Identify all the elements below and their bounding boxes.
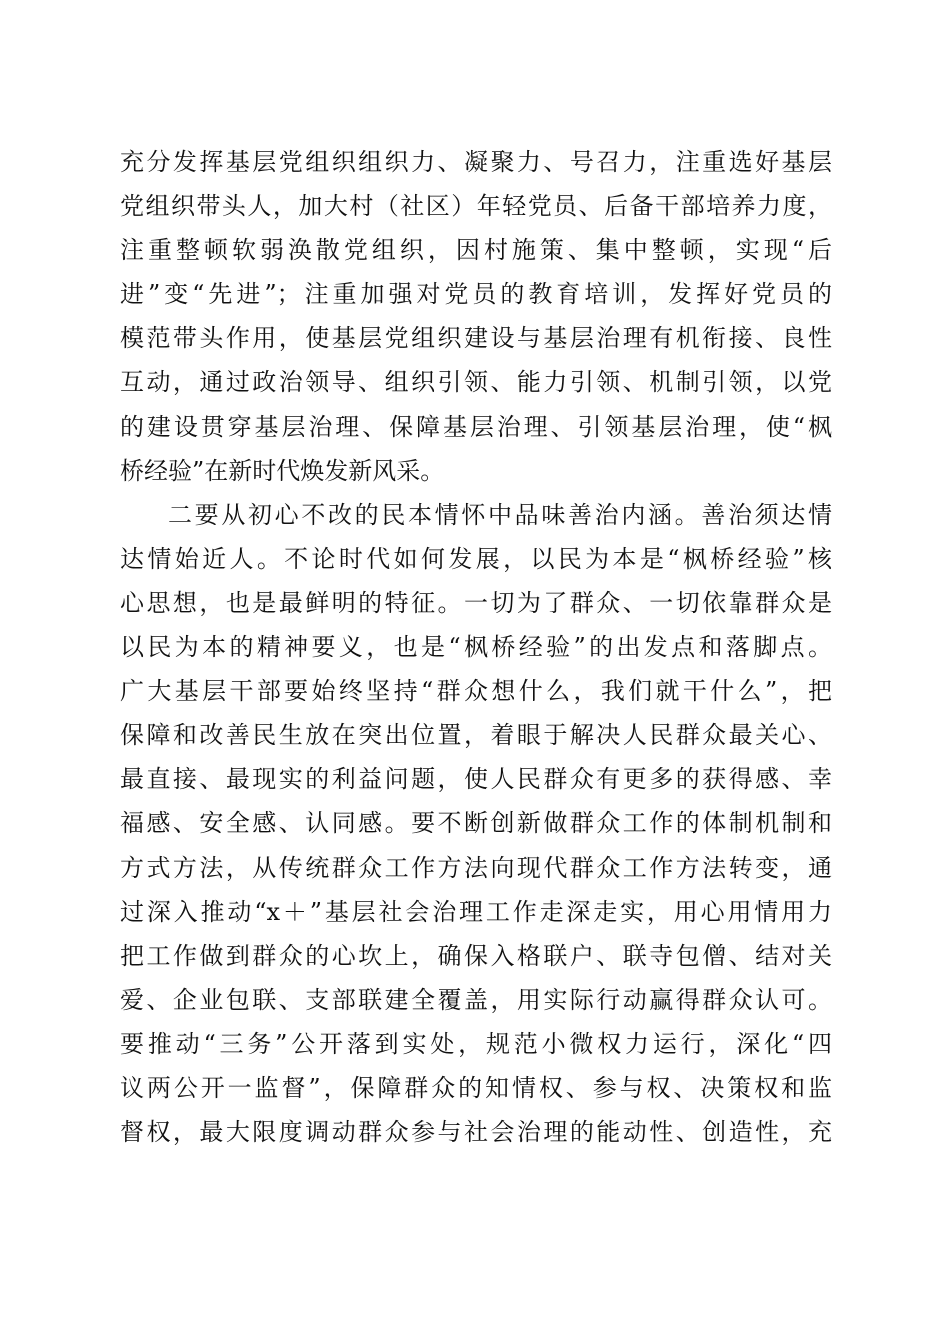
- paragraph-2: [120, 493, 832, 1154]
- text-line: 爱、企业包联、支部联建全覆盖，用实际行动赢得群众认可。: [120, 985, 832, 1014]
- text-line: 桥经验”在新时代焕发新风采。: [120, 456, 445, 485]
- text-line: 二要从初心不改的民本情怀中品味善治内涵。善治须达情: [168, 500, 832, 529]
- text-line: 达情始近人。不论时代如何发展，以民为本是“枫桥经验”核: [120, 544, 832, 573]
- text-line: 进”变“先进”；注重加强对党员的教育培训，发挥好党员的: [120, 280, 832, 309]
- text-line: 督权，最大限度调动群众参与社会治理的能动性、创造性，充: [120, 1118, 832, 1147]
- text-line: 议两公开一监督”，保障群众的知情权、参与权、决策权和监: [120, 1073, 832, 1102]
- text-line: 保障和改善民生放在突出位置，着眼于解决人民群众最关心、: [120, 721, 832, 750]
- text-line: 方式方法，从传统群众工作方法向现代群众工作方法转变，通: [120, 853, 832, 882]
- text-line: 福感、安全感、认同感。要不断创新做群众工作的体制机制和: [120, 809, 832, 838]
- text-line: 过深入推动“x＋”基层社会治理工作走深走实，用心用情用力: [120, 897, 832, 926]
- text-line: 注重整顿软弱涣散党组织，因村施策、集中整顿，实现“后: [120, 236, 832, 265]
- text-line: 的建设贯穿基层治理、保障基层治理、引领基层治理，使“枫: [120, 412, 832, 441]
- text-line: 党组织带头人，加大村（社区）年轻党员、后备干部培养力度，: [120, 192, 832, 221]
- text-line: 把工作做到群众的心坎上，确保入格联户、联寺包僧、结对关: [120, 941, 832, 970]
- text-line: 互动，通过政治领导、组织引领、能力引领、机制引领，以党: [120, 368, 832, 397]
- text-line: 充分发挥基层党组织组织力、凝聚力、号召力，注重选好基层: [120, 148, 832, 176]
- text-line: 要推动“三务”公开落到实处，规范小微权力运行，深化“四: [120, 1029, 832, 1058]
- text-line: 以民为本的精神要义，也是“枫桥经验”的出发点和落脚点。: [120, 633, 832, 662]
- text-line: 模范带头作用，使基层党组织建设与基层治理有机衔接、良性: [120, 324, 832, 353]
- text-line: 心思想，也是最鲜明的特征。一切为了群众、一切依靠群众是: [120, 588, 832, 617]
- document-body: [120, 140, 832, 1154]
- paragraph-1: [120, 140, 832, 493]
- text-line: 广大基层干部要始终坚持“群众想什么，我们就干什么”，把: [120, 677, 832, 706]
- text-line: 最直接、最现实的利益问题，使人民群众有更多的获得感、幸: [120, 765, 832, 794]
